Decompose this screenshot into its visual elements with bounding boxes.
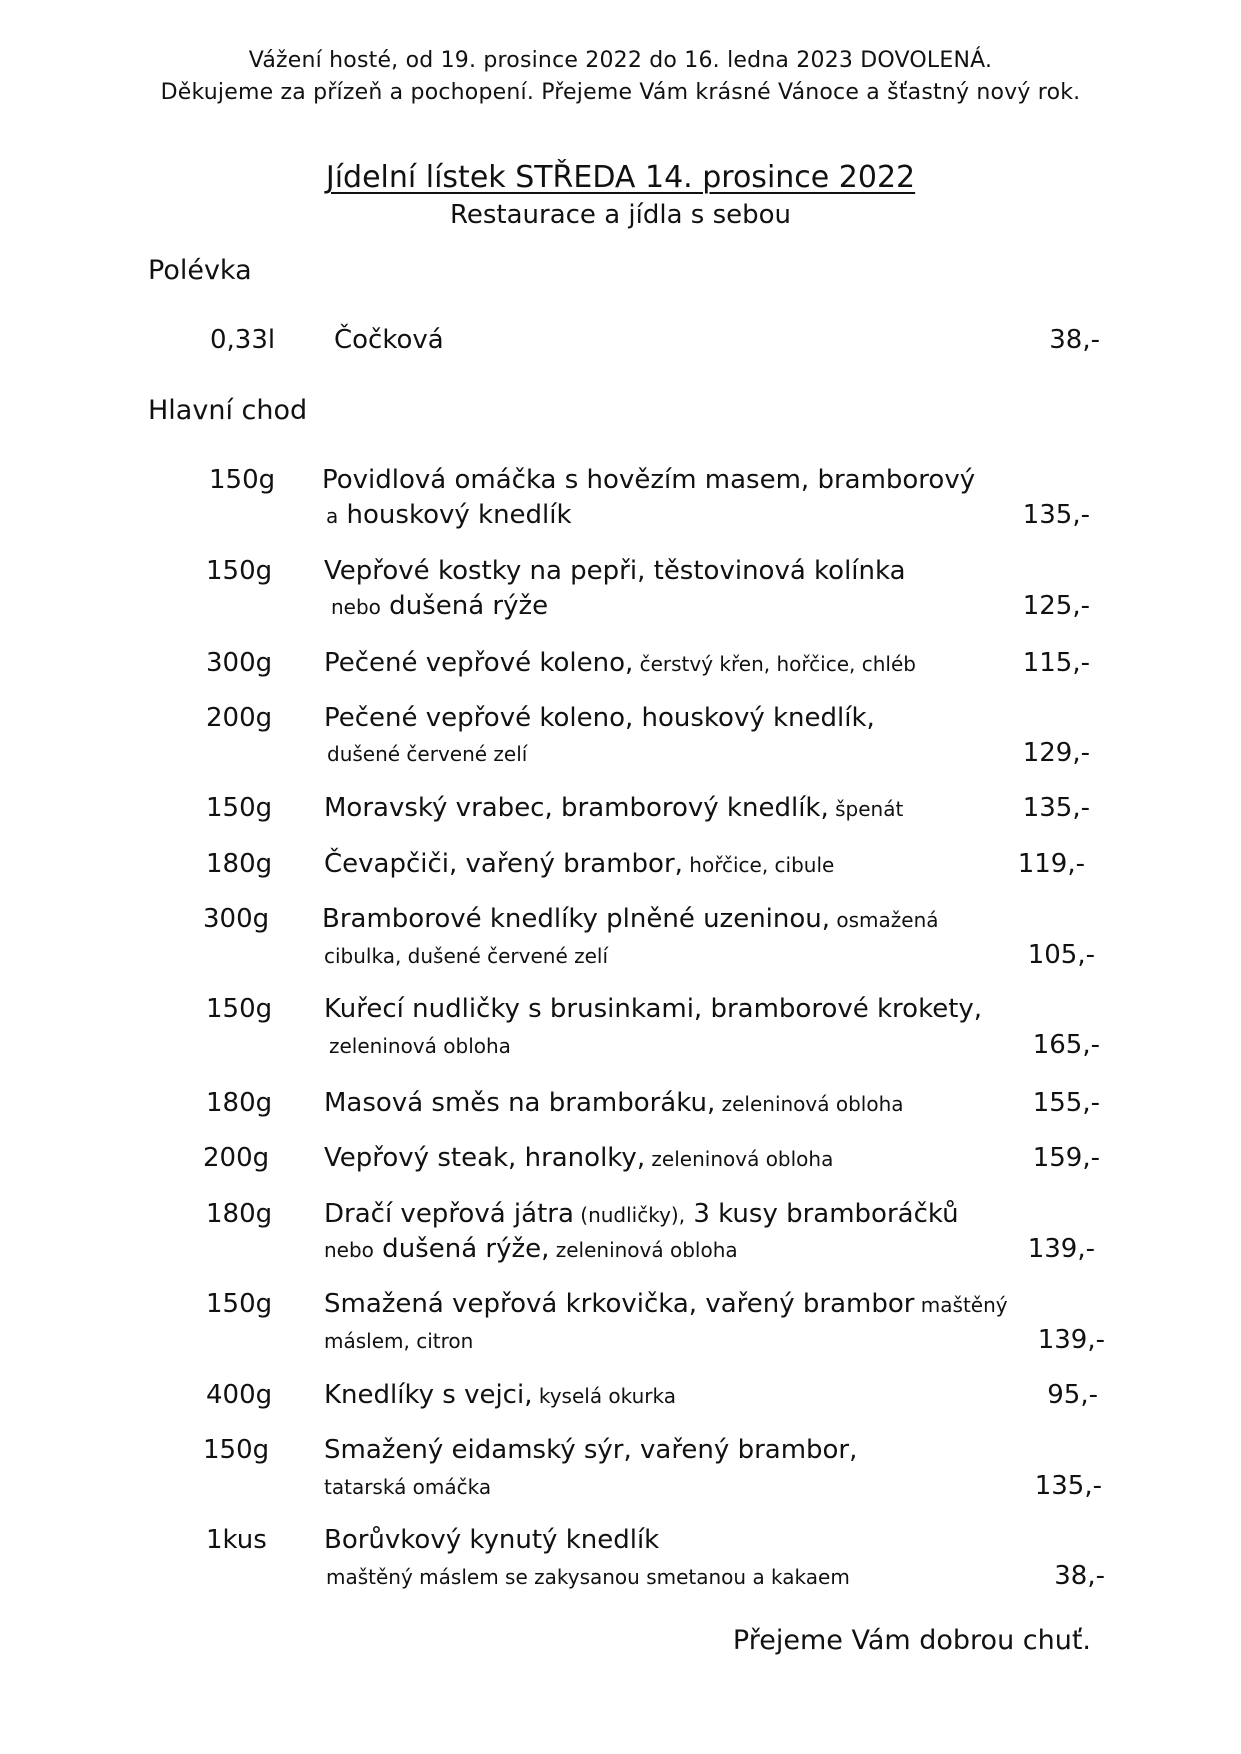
item-line-1-main: Moravský vrabec, bramborový knedlík, bbox=[324, 793, 829, 823]
item-line-1-main: Dračí vepřová játra bbox=[324, 1199, 574, 1229]
item-line-1-after: 3 kusy bramboráčků bbox=[685, 1199, 959, 1229]
item-price: 38,- bbox=[1054, 1561, 1105, 1591]
soup-name: Čočková bbox=[334, 325, 444, 355]
item-line-2 bbox=[324, 1234, 738, 1264]
item-qty: 180g bbox=[206, 1199, 273, 1229]
item-line-1-main: Čevapčiči, vařený brambor, bbox=[324, 849, 683, 879]
soup-price: 38,- bbox=[1049, 325, 1100, 355]
item-qty: 150g bbox=[206, 1289, 273, 1319]
item-line-2-main: houskový knedlík bbox=[338, 500, 572, 530]
item-line-1-small: čerstvý křen, hořčice, chléb bbox=[633, 652, 916, 676]
item-price: 139,- bbox=[1027, 1234, 1095, 1264]
item-line-1-small: osmažená bbox=[830, 908, 939, 932]
item-line-1-small: (nudličky), bbox=[573, 1203, 686, 1227]
item-qty: 150g bbox=[206, 793, 273, 823]
item-price: 135,- bbox=[1034, 1471, 1102, 1501]
item-line-2-main: dušená rýže, bbox=[373, 1234, 550, 1264]
item-price: 165,- bbox=[1032, 1030, 1100, 1060]
item-line-2: tatarská omáčka bbox=[324, 1475, 492, 1499]
item-line-1 bbox=[324, 849, 834, 879]
item-line-2: maštěný máslem se zakysanou smetanou a kakaem bbox=[326, 1565, 850, 1589]
item-price: 119,- bbox=[1017, 849, 1085, 879]
item-qty: 200g bbox=[206, 703, 273, 733]
menu-title bbox=[0, 160, 1241, 195]
soup-qty: 0,33l bbox=[210, 325, 276, 355]
item-line-1: Povidlová omáčka s hovězím masem, bramborový bbox=[322, 465, 976, 495]
item-line-1-small: maštěný bbox=[914, 1293, 1008, 1317]
item-qty: 150g bbox=[203, 1435, 270, 1465]
item-qty: 200g bbox=[203, 1143, 270, 1173]
item-line-2 bbox=[326, 500, 572, 530]
item-line-2: zeleninová obloha bbox=[329, 1034, 511, 1058]
item-line-1 bbox=[324, 1143, 833, 1173]
item-line-1 bbox=[324, 1088, 904, 1118]
item-line-1-small: zeleninová obloha bbox=[715, 1092, 904, 1116]
item-line-1-small: hořčice, cibule bbox=[682, 853, 835, 877]
item-price: 129,- bbox=[1022, 738, 1090, 768]
item-price: 135,- bbox=[1022, 500, 1090, 530]
item-line-2: máslem, citron bbox=[324, 1329, 474, 1353]
item-price: 135,- bbox=[1022, 793, 1090, 823]
item-line-1-main: Vepřový steak, hranolky, bbox=[324, 1143, 646, 1173]
item-line-1 bbox=[324, 1380, 676, 1410]
item-qty: 400g bbox=[206, 1380, 273, 1410]
item-qty: 150g bbox=[206, 994, 273, 1024]
item-line-1-small: špenát bbox=[828, 797, 904, 821]
menu-title-text: Jídelní lístek STŘEDA 14. prosince 2022 bbox=[325, 160, 916, 195]
item-line-2-after-small: zeleninová obloha bbox=[549, 1238, 738, 1262]
item-qty: 1kus bbox=[206, 1525, 267, 1555]
vacation-notice-line-1: Vážení hosté, od 19. prosince 2022 do 16. ledna 2023 DOVOLENÁ. bbox=[248, 48, 993, 73]
menu-subtitle: Restaurace a jídla s sebou bbox=[449, 200, 792, 230]
item-line-2-small: nebo bbox=[324, 1238, 374, 1262]
item-line-2 bbox=[331, 591, 548, 621]
section-heading-main: Hlavní chod bbox=[148, 395, 308, 426]
item-line-2: cibulka, dušené červené zelí bbox=[324, 944, 609, 968]
item-line-1 bbox=[324, 1199, 959, 1229]
item-line-1 bbox=[324, 1289, 1008, 1319]
item-line-1 bbox=[324, 793, 903, 823]
item-price: 125,- bbox=[1022, 591, 1090, 621]
item-line-1: Borůvkový kynutý knedlík bbox=[324, 1525, 660, 1555]
item-line-1-small: kyselá okurka bbox=[532, 1384, 677, 1408]
item-line-2-small: a bbox=[326, 504, 339, 528]
item-line-1-small: zeleninová obloha bbox=[645, 1147, 834, 1171]
item-line-1-main: Pečené vepřové koleno, bbox=[324, 648, 634, 678]
item-qty: 180g bbox=[206, 1088, 273, 1118]
item-price: 115,- bbox=[1022, 648, 1090, 678]
item-qty: 180g bbox=[206, 849, 273, 879]
item-qty: 150g bbox=[209, 465, 276, 495]
item-line-2-small: nebo bbox=[331, 595, 381, 619]
item-line-2-main: dušená rýže bbox=[380, 591, 549, 621]
item-qty: 300g bbox=[203, 904, 270, 934]
item-line-1: Smažený eidamský sýr, vařený brambor, bbox=[324, 1435, 858, 1465]
item-line-1-main: Bramborové knedlíky plněné uzeninou, bbox=[322, 904, 831, 934]
item-line-1: Pečené vepřové koleno, houskový knedlík, bbox=[324, 703, 875, 733]
closing-wish: Přejeme Vám dobrou chuť. bbox=[732, 1625, 1091, 1656]
item-line-2: dušené červené zelí bbox=[327, 742, 528, 766]
item-line-1-main: Smažená vepřová krkovička, vařený brambor bbox=[324, 1289, 915, 1319]
section-heading-soup: Polévka bbox=[148, 255, 252, 286]
item-line-1 bbox=[324, 648, 916, 678]
item-line-1: Vepřové kostky na pepři, těstovinová kolínka bbox=[324, 556, 906, 586]
item-line-1-main: Knedlíky s vejci, bbox=[324, 1380, 533, 1410]
item-price: 139,- bbox=[1037, 1325, 1105, 1355]
item-line-1 bbox=[322, 904, 939, 934]
item-qty: 300g bbox=[206, 648, 273, 678]
item-line-1-main: Masová směs na bramboráku, bbox=[324, 1088, 716, 1118]
item-price: 95,- bbox=[1047, 1380, 1098, 1410]
vacation-notice-line-2: Děkujeme za přízeň a pochopení. Přejeme Vám krásné Vánoce a šťastný nový rok. bbox=[160, 80, 1081, 105]
item-price: 155,- bbox=[1032, 1088, 1100, 1118]
item-price: 105,- bbox=[1027, 940, 1095, 970]
item-qty: 150g bbox=[206, 556, 273, 586]
item-line-1: Kuřecí nudličky s brusinkami, bramborové krokety, bbox=[324, 994, 983, 1024]
item-price: 159,- bbox=[1032, 1143, 1100, 1173]
